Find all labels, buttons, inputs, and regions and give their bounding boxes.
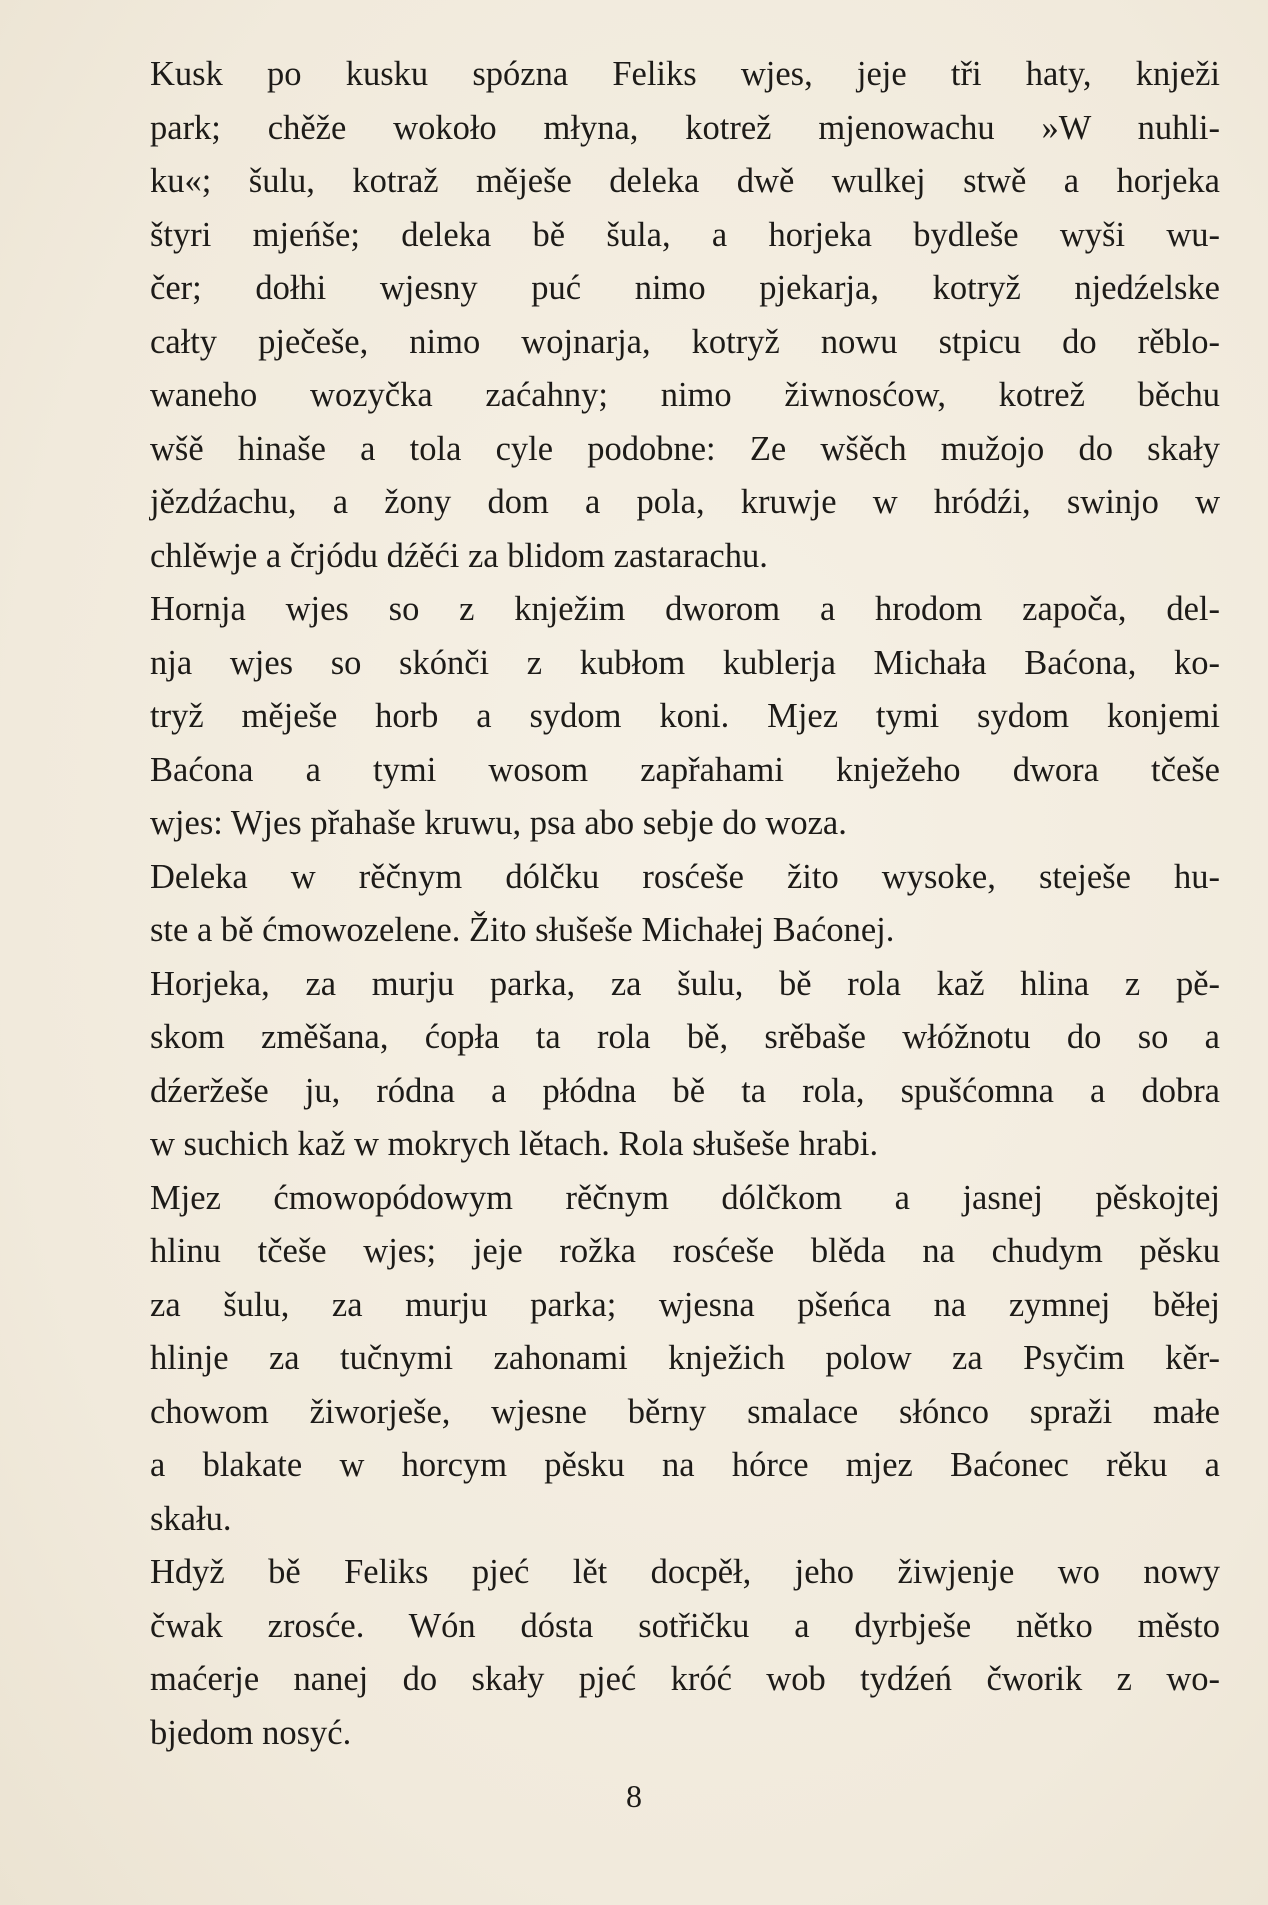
paragraph-2 [150,583,1220,851]
text-line: wjes: Wjes přahaše kruwu, psa abo sebje do woza. [150,804,847,842]
text-line: w suchich kaž w mokrych lětach. Rola słušeše hrabi. [150,1125,879,1163]
text-line: Horjeka, za murju parka, za šulu, bě rola kaž hlina z pě- [150,964,1220,1003]
text-line: Hornja wjes so z knježim dworom a hrodom započa, del- [150,590,1220,628]
paragraph-3 [150,851,1220,958]
paragraph-6 [150,1546,1220,1760]
text-line: nja wjes so skónči z kubłom kublerja Michała Baćona, ko- [150,643,1220,682]
text-line: hlinje za tučnymi zahonami knježich polow za Psyčim kěr- [150,1339,1220,1377]
paragraph-4 [150,958,1220,1172]
text-line: jězdźachu, a žony dom a pola, kruwje w hródźi, swinjo w [150,483,1220,521]
text-line: a blakate w horcym pěsku na hórce mjez Baćonec rěku a [150,1446,1220,1484]
text-line: Baćona a tymi wosom zapřahami knježeho dwora tčeše [150,750,1220,789]
text-line: ku«; šulu, kotraž měješe deleka dwě wulkej stwě a horjeka [150,162,1220,200]
text-line: maćerje nanej do skały pjeć króć wob tydźeń čworik z wo- [150,1660,1220,1698]
paragraph-1 [150,48,1220,583]
text-line: hlinu tčeše wjes; jeje rožka rosćeše blěda na chudym pěsku [150,1232,1220,1270]
text-line: park; chěže wokoło młyna, kotrež mjenowachu »W nuhli- [150,108,1220,147]
text-line: skału. [150,1499,232,1538]
text-line: Deleka w rěčnym dólčku rosćeše žito wysoke, steješe hu- [150,857,1220,896]
text-line: čwak zrosće. Wón dósta sotřičku a dyrbješe nětko město [150,1606,1220,1645]
text-line: chlěwje a črjódu dźěći za blidom zastarachu. [150,536,768,575]
text-line: wšě hinaše a tola cyle podobne: Ze wšěch mužojo do skały [150,429,1220,468]
text-line: za šulu, za murju parka; wjesna pšeńca na zymnej běłej [150,1285,1220,1324]
text-line: tryž měješe horb a sydom koni. Mjez tymi sydom konjemi [150,697,1220,735]
page-number: 8 [626,1778,642,1814]
paragraph-5 [150,1172,1220,1547]
text-line: bjedom nosyć. [150,1713,352,1752]
text-line: Hdyž bě Feliks pjeć lět docpěł, jeho žiwjenje wo nowy [150,1553,1220,1591]
text-line: Mjez ćmowopódowym rěčnym dólčkom a jasnej pěskojtej [150,1178,1220,1217]
text-line: čer; dołhi wjesny puć nimo pjekarja, kotryž njedźelske [150,269,1220,307]
text-line: štyri mjeńše; deleka bě šula, a horjeka bydleše wyši wu- [150,215,1220,254]
text-line: całty pječeše, nimo wojnarja, kotryž nowu stpicu do rěblo- [150,322,1220,361]
text-line: dźeržeše ju, ródna a płódna bě ta rola, spušćomna a dobra [150,1071,1220,1110]
text-line: skom změšana, ćopła ta rola bě, srěbaše włóžnotu do so a [150,1018,1220,1056]
text-line: ste a bě ćmowozelene. Žito słušeše Michałej Baćonej. [150,911,895,949]
text-line: waneho wozyčka zaćahny; nimo žiwnosćow, kotrež běchu [150,376,1220,414]
text-block [150,48,1220,1760]
text-line: chowom žiworješe, wjesne běrny smalace słónco spraži małe [150,1392,1220,1431]
text-line: Kusk po kusku spózna Feliks wjes, jeje tři haty, knježi [150,55,1220,93]
